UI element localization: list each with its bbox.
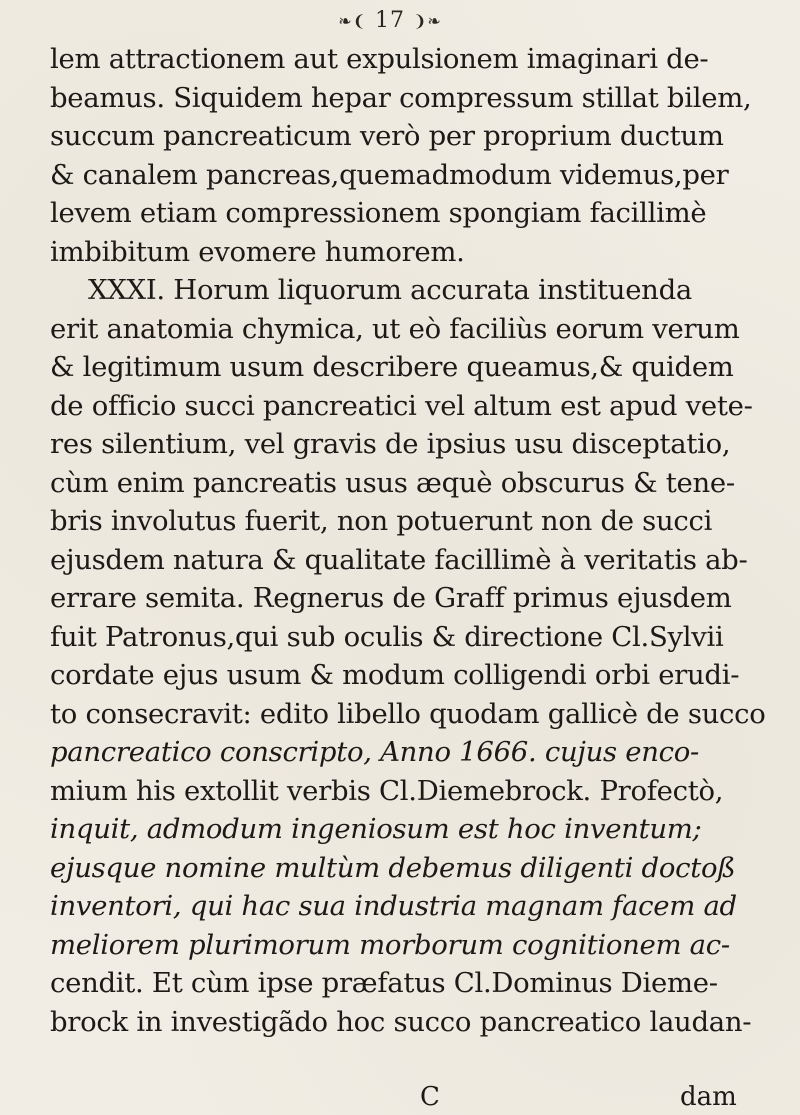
right-ornament-icon: ❩❧ bbox=[413, 11, 442, 31]
text-line: lem attractionem aut expulsionem imaginari de- bbox=[50, 43, 709, 75]
text-line: de officio succi pancreatici vel altum est apud vete- bbox=[50, 389, 753, 422]
text-line: to consecravit: edito libello quodam gallicè de succo bbox=[50, 697, 766, 730]
italic-line: ejusque nomine multùm debemus diligenti doctoß bbox=[50, 851, 736, 884]
text-line: mium his extollit verbis Cl.Diemebrock. Profectò, bbox=[50, 774, 724, 807]
text-line: & legitimum usum describere queamus,& quidem bbox=[50, 351, 734, 383]
text-line: fuit Patronus,qui sub oculis & directione Cl.Sylvii bbox=[50, 620, 724, 653]
catchword: dam bbox=[680, 1082, 737, 1112]
text-line: erit anatomia chymica, ut eò faciliùs eorum verum bbox=[50, 312, 740, 345]
text-line: imbibitum evomere humorem. bbox=[50, 235, 465, 268]
section-start-line: XXXI. Horum liquorum accurata instituenda bbox=[88, 274, 692, 306]
text-line: cendit. Et cùm ipse præfatus Cl.Dominus Dieme- bbox=[50, 967, 718, 999]
text-line: bris involutus fuerit, non potuerunt non de succi bbox=[50, 505, 713, 537]
italic-line: meliorem plurimorum morborum cognitionem ac- bbox=[50, 928, 730, 961]
page-number: 17 bbox=[375, 8, 405, 33]
text-line: cordate ejus usum & modum colligendi orbi erudi- bbox=[50, 659, 740, 691]
italic-line: inventori, qui hac sua industria magnam facem ad bbox=[50, 890, 737, 922]
text-line: succum pancreaticum verò per proprium ductum bbox=[50, 120, 724, 152]
text-line: cùm enim pancreatis usus æquè obscurus & tene- bbox=[50, 466, 735, 499]
page-header bbox=[290, 8, 490, 33]
text-line: res silentium, vel gravis de ipsius usu disceptatio, bbox=[50, 428, 731, 460]
signature-mark: C bbox=[420, 1082, 440, 1112]
text-line: errare semita. Regnerus de Graff primus ejusdem bbox=[50, 582, 732, 614]
text-line: beamus. Siquidem hepar compressum stillat bilem, bbox=[50, 81, 752, 114]
text-line: levem etiam compressionem spongiam facillimè bbox=[50, 197, 707, 229]
text-line: brock in investigãdo hoc succo pancreatico laudan- bbox=[50, 1005, 752, 1038]
italic-line: pancreatico conscripto, Anno 1666. cujus enco- bbox=[50, 736, 699, 768]
left-ornament-icon: ❧❨ bbox=[338, 11, 367, 31]
text-line: ejusdem natura & qualitate facillimè à veritatis ab- bbox=[50, 543, 748, 576]
italic-line: inquit, admodum ingeniosum est hoc inventum; bbox=[50, 813, 702, 845]
text-line: & canalem pancreas,quemadmodum videmus,per bbox=[50, 158, 729, 191]
body-text bbox=[50, 40, 766, 1041]
page-footer bbox=[0, 1082, 800, 1112]
